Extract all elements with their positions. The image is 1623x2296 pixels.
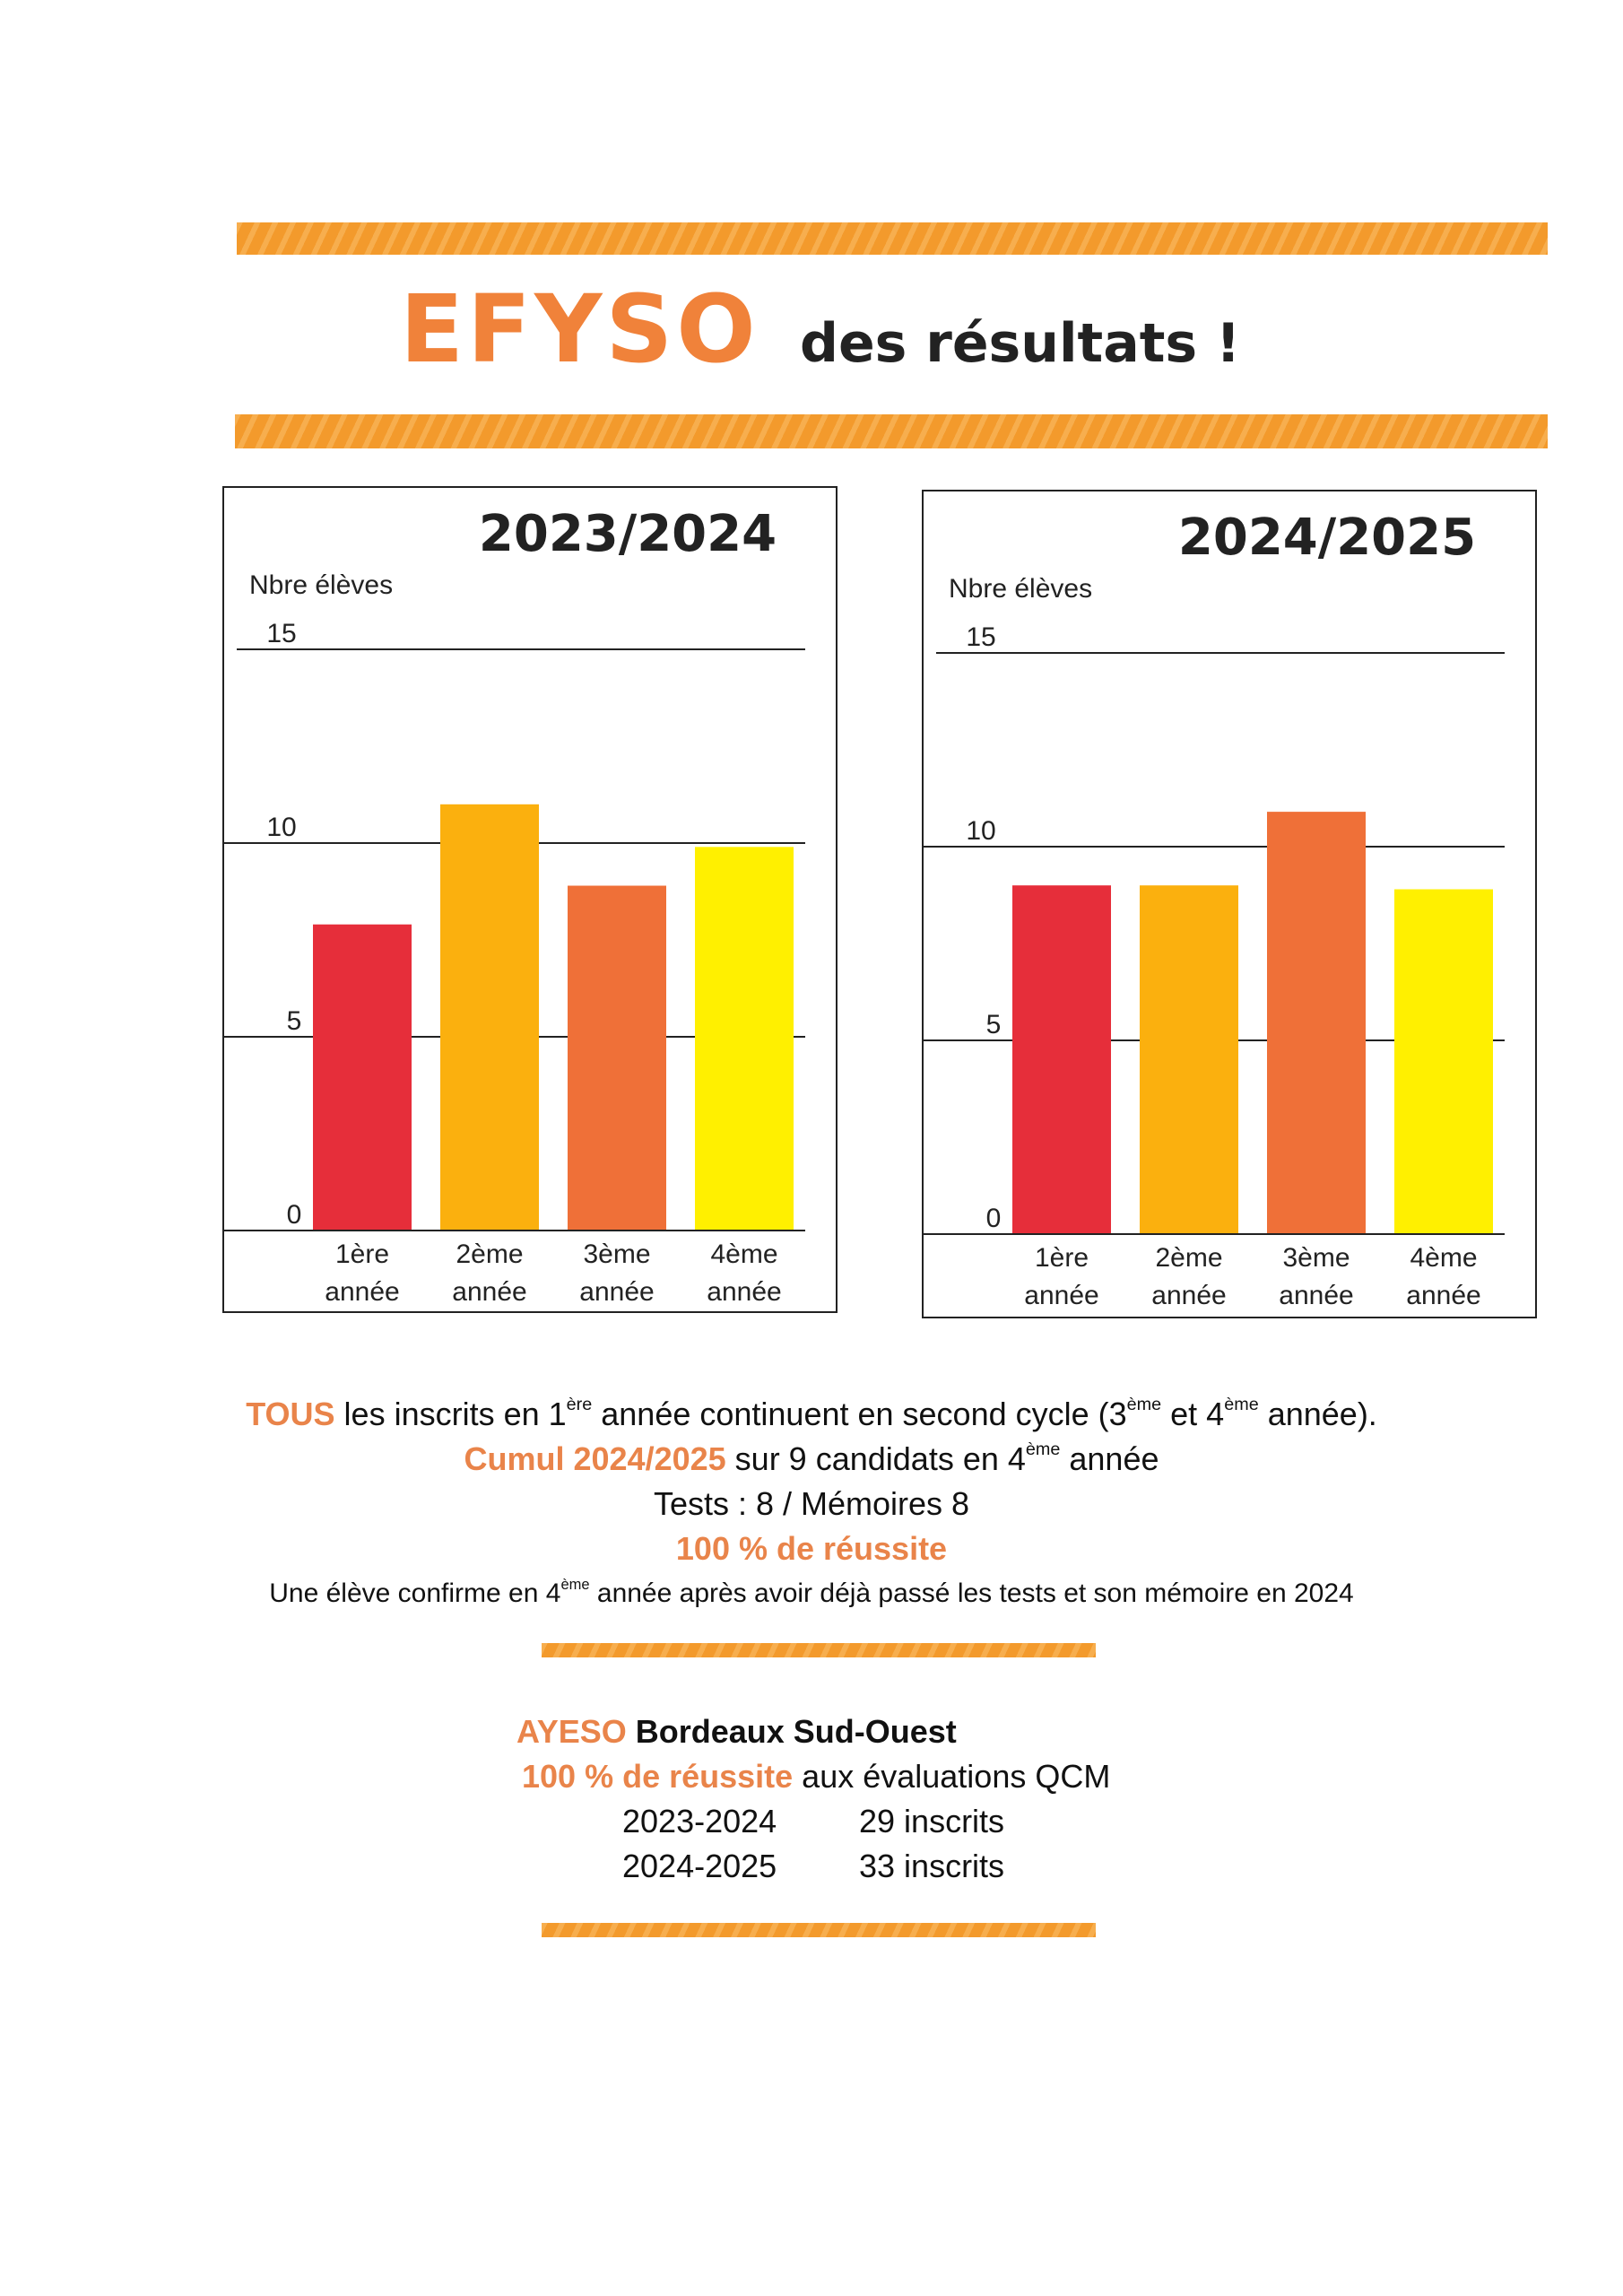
- x-tick-label: année: [707, 1277, 782, 1307]
- y-tick-label: 15: [966, 622, 996, 652]
- bar: [695, 847, 794, 1231]
- y-tick-label: 5: [286, 1006, 302, 1036]
- bar: [1012, 885, 1111, 1234]
- y-tick-label: 0: [286, 1200, 302, 1230]
- ayeso-year-1: 2023-2024: [622, 1803, 777, 1839]
- x-tick-label: 1ère: [334, 1239, 390, 1269]
- chart-title: 2024/2025: [1177, 509, 1477, 567]
- brand-logo-text: EFYSO: [400, 274, 759, 384]
- y-tick-label: 0: [985, 1204, 1002, 1233]
- x-tick-label: 1ère: [1034, 1243, 1089, 1273]
- note-tous-accent: TOUS: [246, 1396, 335, 1432]
- bar: [1394, 890, 1493, 1234]
- y-tick-label: 10: [266, 813, 297, 842]
- bar: [440, 804, 539, 1231]
- tagline: des résultats !: [800, 312, 1241, 375]
- x-tick-label: année: [1151, 1281, 1227, 1310]
- x-tick-label: 3ème: [1282, 1243, 1350, 1273]
- x-tick-label: 4ème: [1410, 1243, 1478, 1273]
- chart-svg-2024-2025: [924, 491, 1535, 1317]
- chart-svg-2023-2024: [224, 488, 836, 1311]
- chart-2024-2025: [922, 490, 1537, 1318]
- bar: [1140, 885, 1238, 1234]
- x-tick-label: année: [1279, 1281, 1354, 1310]
- note-sup: ème: [1224, 1395, 1259, 1415]
- bar: [568, 886, 666, 1231]
- ayeso-location: Bordeaux Sud-Ouest: [626, 1713, 957, 1750]
- ayeso-success: [522, 1758, 1110, 1796]
- ayeso-title: [516, 1713, 957, 1751]
- bar: [313, 925, 412, 1231]
- note-sup: ème: [560, 1576, 590, 1593]
- x-tick-label: 3ème: [583, 1239, 651, 1269]
- note-text: Une élève confirme en 4: [269, 1578, 561, 1608]
- note-sup: ème: [1025, 1439, 1061, 1460]
- ayeso-count-2: 33 inscrits: [859, 1848, 1005, 1884]
- x-tick-label: 2ème: [456, 1239, 524, 1269]
- decorative-band-middle: [542, 1643, 1096, 1657]
- note-line-success: 100 % de réussite: [675, 1530, 948, 1567]
- note-line-tests: Tests : 8 / Mémoires 8: [653, 1485, 970, 1522]
- note-sup: ère: [566, 1395, 593, 1415]
- note-line-eleve: [0, 1578, 1623, 1609]
- note-text: année après avoir déjà passé les tests et son mémoire en 2024: [589, 1578, 1354, 1608]
- ayeso-accent: AYESO: [516, 1713, 627, 1750]
- x-tick-label: année: [452, 1277, 527, 1307]
- x-tick-label: 4ème: [710, 1239, 778, 1269]
- bar: [1267, 812, 1366, 1234]
- x-tick-label: année: [1024, 1281, 1099, 1310]
- decorative-band-under-title: [235, 414, 1548, 448]
- note-text: année continuent en second cycle (3: [592, 1396, 1127, 1432]
- y-axis-label: Nbre élèves: [949, 574, 1093, 604]
- y-tick-label: 15: [266, 619, 297, 648]
- x-tick-label: année: [1406, 1281, 1481, 1310]
- x-tick-label: année: [325, 1277, 400, 1307]
- note-text: année).: [1258, 1396, 1377, 1432]
- decorative-band-top: [237, 222, 1548, 255]
- x-tick-label: année: [579, 1277, 655, 1307]
- decorative-band-bottom: [542, 1923, 1096, 1937]
- note-line-tous: [0, 1396, 1623, 1433]
- note-line-cumul: [0, 1440, 1623, 1478]
- y-tick-label: 10: [966, 816, 996, 846]
- x-tick-label: 2ème: [1155, 1243, 1223, 1273]
- chart-title: 2023/2024: [478, 505, 777, 563]
- chart-2023-2024: [222, 486, 838, 1313]
- y-axis-label: Nbre élèves: [249, 570, 394, 600]
- note-text: les inscrits en 1: [334, 1396, 567, 1432]
- note-text: année: [1060, 1440, 1159, 1477]
- ayeso-year-2: 2024-2025: [622, 1848, 777, 1884]
- note-cumul-accent: Cumul 2024/2025: [464, 1440, 726, 1477]
- note-sup: ème: [1126, 1395, 1162, 1415]
- y-tick-label: 5: [985, 1010, 1002, 1039]
- ayeso-success-accent: 100 % de réussite: [522, 1758, 794, 1795]
- ayeso-count-1: 29 inscrits: [859, 1803, 1005, 1839]
- note-text: et 4: [1161, 1396, 1225, 1432]
- note-text: sur 9 candidats en 4: [725, 1440, 1026, 1477]
- ayeso-success-text: aux évaluations QCM: [793, 1758, 1111, 1795]
